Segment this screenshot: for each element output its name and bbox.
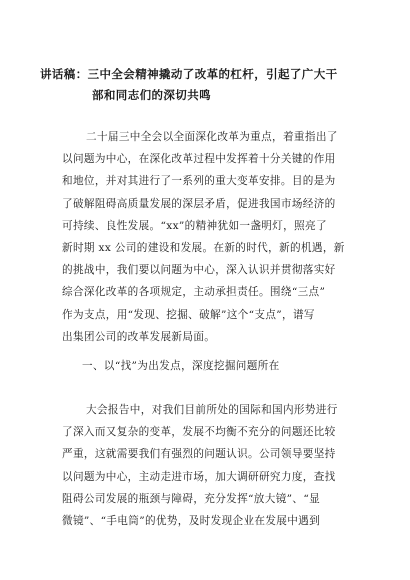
paragraph-line: 二十届三中全会以全面深化改革为重点，着重指出了 [86, 131, 338, 143]
paragraph-line: 以问题为中心，在深化改革过程中发挥着十分关键的作用 [62, 153, 336, 166]
paragraph-line: 微镜”、“手电筒”的优势，及时发现企业在发展中遇到 [62, 515, 321, 528]
paragraph-line: 大会报告中，对我们目前所处的国际和国内形势进行 [86, 404, 338, 416]
paragraph-line: 和地位，并对其进行了一系列的重大变革安排。目的是为 [62, 175, 336, 188]
paragraph-line: 阻碍公司发展的瓶颈与障碍，充分发挥“放大镜”、“显 [62, 492, 321, 505]
paragraph-line: 出集团公司的改革发展新局面。 [62, 330, 216, 343]
paragraph-intro [62, 126, 352, 348]
paragraph-line: 严重，这就需要我们有强烈的问题认识。公司领导要坚持 [62, 448, 336, 461]
paragraph-line: 的挑战中，我们要以问题为中心，深入认识并贯彻落实好 [62, 264, 336, 277]
title-line-2: 部和同志们的深切共鸣 [92, 88, 211, 102]
paragraph-line: 新时期 xx 公司的建设和发展。在新的时代，新的机遇，新 [62, 242, 345, 255]
paragraph-line: 作为支点，用“发现、挖掘、破解”这个“支点”，谱写 [62, 308, 315, 321]
document-title [40, 64, 375, 106]
paragraph-line: 了深入而又复杂的变革，发展不均衡不充分的问题还比较 [62, 426, 336, 439]
section-heading: 一、以“找”为出发点，深度挖掘问题所在 [82, 360, 280, 372]
paragraph-line: 了破解阻碍高质量发展的深层矛盾，促进我国市场经济的 [62, 197, 336, 210]
title-line-1: 讲话稿：三中全会精神撬动了改革的杠杆，引起了广大干 [40, 67, 338, 81]
paragraph-line: 以问题为中心，主动走进市场，加大调研研究力度，查找 [62, 470, 336, 483]
paragraph-report [62, 399, 352, 532]
paragraph-line: 综合深化改革的各项规定，主动承担责任。围绕“三点” [62, 286, 326, 299]
paragraph-line: 可持续、良性发展。“xx”的精神犹如一盏明灯，照亮了 [62, 219, 327, 232]
